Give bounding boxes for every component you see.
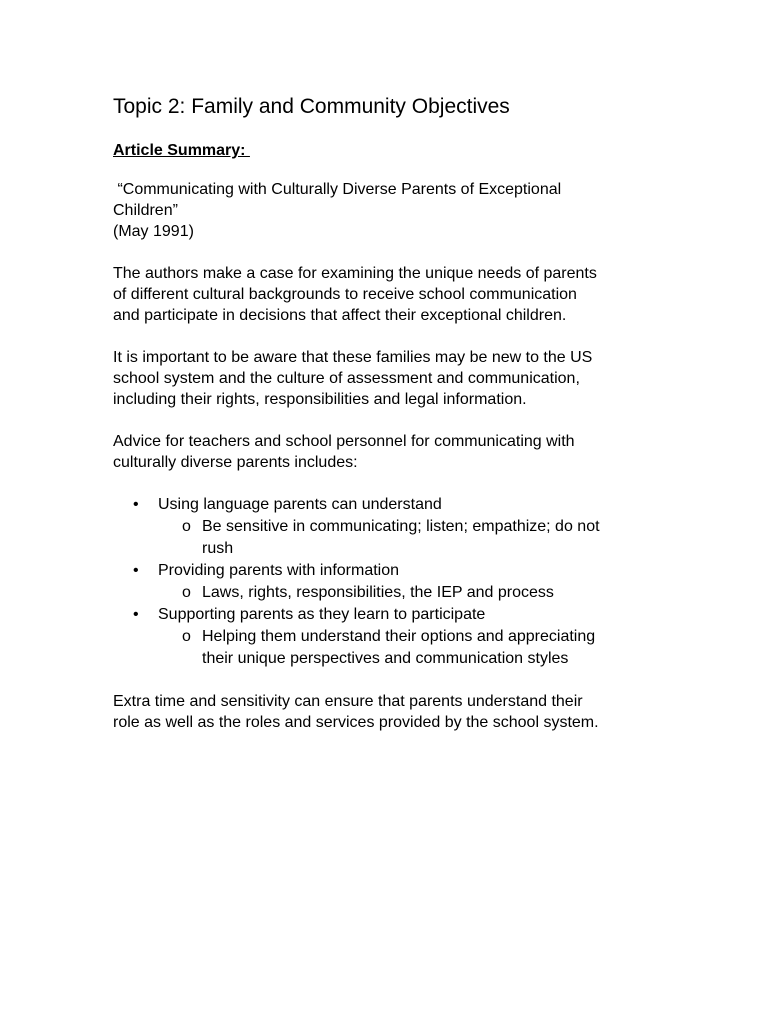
document-title: Topic 2: Family and Community Objectives [113,95,510,118]
paragraph-line: role as well as the roles and services provided by the school system. [113,714,599,731]
sub-bullet-text: Helping them understand their options and appreciating [202,628,596,645]
sub-bullet-item [158,516,673,560]
summary-paragraph [113,263,673,326]
sub-bullet-list [158,626,673,670]
paragraph-line: Extra time and sensitivity can ensure that parents understand their [113,693,583,710]
awareness-paragraph [113,347,673,410]
advice-bullet-list [113,494,673,670]
bullet-text: Using language parents can understand [158,496,442,513]
bullet-item [113,560,673,604]
sub-bullet-list [158,516,673,560]
advice-intro-paragraph [113,431,673,473]
sub-bullet-text: rush [202,540,234,557]
paragraph-line: The authors make a case for examining the unique needs of parents [113,265,597,282]
paragraph-line: Advice for teachers and school personnel for communicating with [113,433,575,450]
sub-bullet-item [158,626,673,670]
paragraph-line: and participate in decisions that affect their exceptional children. [113,307,567,324]
article-summary-heading: Article Summary: [113,142,250,159]
sub-bullet-text: Be sensitive in communicating; listen; empathize; do not [202,518,600,535]
bullet-item [113,604,673,670]
bullet-item [113,494,673,560]
bullet-text: Supporting parents as they learn to participate [158,606,486,623]
sub-bullet-text: Laws, rights, responsibilities, the IEP and process [202,584,554,601]
hollow-circle-bullet-icon: o [182,584,191,601]
bullet-dot-icon: • [133,606,139,623]
article-citation [113,179,673,242]
paragraph-line: culturally diverse parents includes: [113,454,358,471]
closing-paragraph [113,691,673,733]
article-title-line: Children” [113,202,178,219]
bullet-text: Providing parents with information [158,562,400,579]
bullet-dot-icon: • [133,496,139,513]
sub-bullet-item [158,582,673,604]
document-content [113,92,673,754]
sub-bullet-list [158,582,673,604]
bullet-dot-icon: • [133,562,139,579]
hollow-circle-bullet-icon: o [182,518,191,535]
hollow-circle-bullet-icon: o [182,628,191,645]
paragraph-line: It is important to be aware that these families may be new to the US [113,349,593,366]
article-date: (May 1991) [113,223,194,240]
paragraph-line: including their rights, responsibilities and legal information. [113,391,527,408]
paragraph-line: of different cultural backgrounds to receive school communication [113,286,577,303]
sub-bullet-text: their unique perspectives and communication styles [202,650,569,667]
paragraph-line: school system and the culture of assessment and communication, [113,370,580,387]
article-title-line: “Communicating with Culturally Diverse Parents of Exceptional [113,181,562,198]
